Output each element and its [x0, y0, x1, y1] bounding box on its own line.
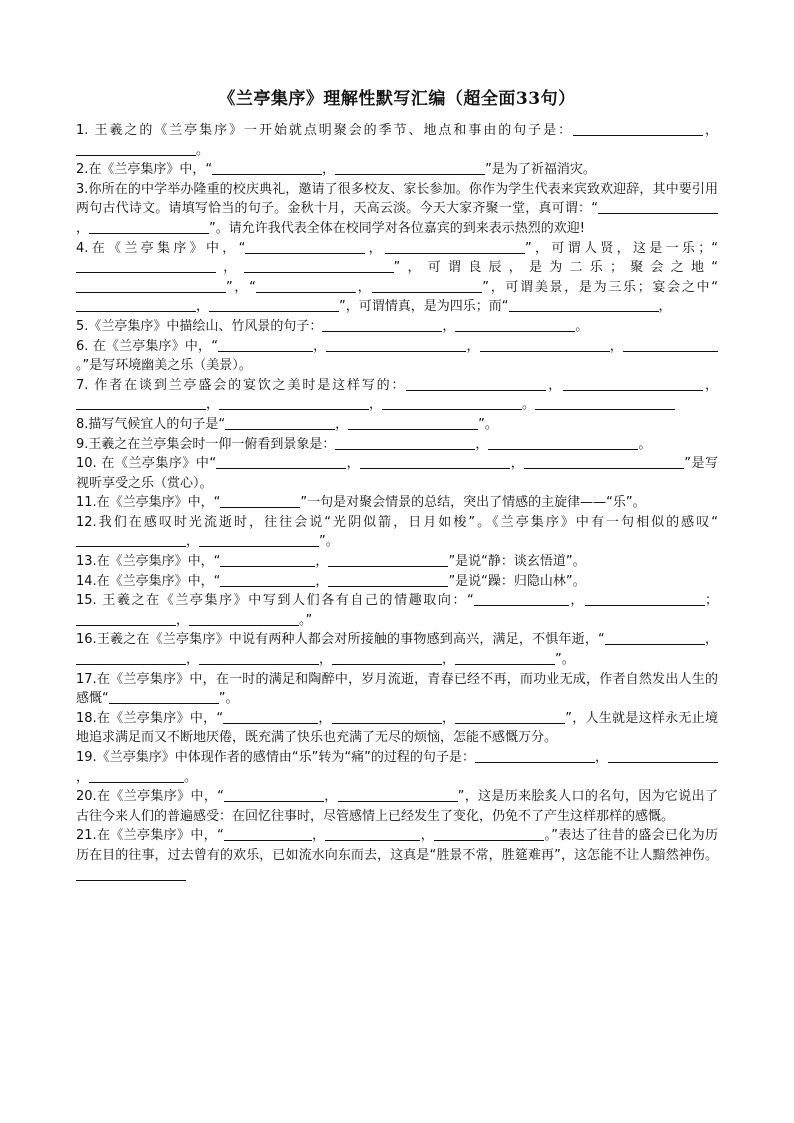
worksheet-page — [76, 84, 718, 885]
answer-blank[interactable] — [219, 395, 369, 410]
answer-blank[interactable] — [480, 337, 610, 352]
answer-blank[interactable] — [382, 395, 522, 410]
question-7: 7. 作者在谈到兰亭盛会的宴饮之美时是这样写的： ， ，， ， 。 — [76, 377, 718, 413]
answer-blank[interactable] — [76, 297, 196, 312]
answer-blank[interactable] — [326, 337, 466, 352]
page-title: 《兰亭集序》理解性默写汇编（超全面33句） — [218, 89, 576, 109]
answer-blank[interactable] — [225, 415, 335, 430]
answer-blank[interactable] — [76, 258, 216, 273]
question-20: 20.在《兰亭集序》中，“ ， ”，这是历来脍炙人口的名句，因为它说出了古往今来人们的普遍感受：在回忆往事时，尽管感情上已经发生了变化，仍免不了产生这样那样的感慨。 — [76, 789, 718, 824]
answer-blank[interactable] — [509, 297, 659, 312]
question-15: 15. 王羲之在《兰亭集序》中写到人们各有自己的情趣取向：“ ， ；， 。” — [76, 593, 718, 628]
answer-blank[interactable] — [199, 532, 319, 547]
answer-blank[interactable] — [474, 591, 569, 606]
answer-blank[interactable] — [348, 415, 478, 430]
answer-blank[interactable] — [372, 278, 482, 293]
answer-blank[interactable] — [524, 454, 684, 469]
answer-blank[interactable] — [325, 826, 420, 841]
answer-blank[interactable] — [455, 709, 565, 724]
answer-blank[interactable] — [535, 395, 675, 410]
answer-blank[interactable] — [563, 376, 703, 391]
answer-blank[interactable] — [76, 532, 186, 547]
answer-blank[interactable] — [455, 650, 555, 665]
answer-blank[interactable] — [406, 376, 546, 391]
question-4: 4.在《兰亭集序》中，“ ， ”，可谓人贤，这是一乐；“， ”，可谓良辰，是为二乐；聚会之地“”，“ ， ”，可谓美景，是为三乐；宴会之中“， ”，可谓情真，是为四乐；而“ ， — [76, 240, 718, 315]
answer-blank[interactable] — [475, 748, 595, 763]
answer-blank[interactable] — [220, 572, 315, 587]
question-5: 5.《兰亭集序》中描绘山、竹风景的句子： ， 。 — [76, 318, 589, 334]
answer-blank[interactable] — [218, 337, 313, 352]
answer-blank[interactable] — [338, 787, 458, 802]
answer-blank[interactable] — [220, 493, 300, 508]
question-2: 2.在《兰亭集序》中，“ ， ”是为了祈福消灾。 — [76, 162, 596, 178]
answer-blank[interactable] — [335, 435, 475, 450]
answer-blank[interactable] — [488, 435, 638, 450]
answer-blank[interactable] — [608, 748, 718, 763]
answer-blank[interactable] — [76, 611, 176, 626]
answer-blank[interactable] — [245, 239, 365, 254]
answer-blank[interactable] — [76, 278, 226, 293]
answer-blank[interactable] — [360, 454, 510, 469]
question-1: 1. 王羲之的《兰亭集序》一开始就点明聚会的季节、地点和事由的句子是： ，。 — [76, 123, 718, 158]
answer-blank[interactable] — [224, 787, 324, 802]
answer-blank[interactable] — [623, 337, 718, 352]
answer-blank[interactable] — [455, 317, 575, 332]
answer-blank[interactable] — [335, 160, 485, 175]
question-9: 9.王羲之在兰亭集会时一仰一俯看到景象是： ， 。 — [76, 436, 652, 452]
answer-blank[interactable] — [216, 454, 346, 469]
answer-blank[interactable] — [109, 689, 219, 704]
answer-blank[interactable] — [573, 121, 703, 136]
question-6: 6. 在《兰亭集序》中，“ ， ， ，。”是写环境幽美之乐（美景）。 — [76, 337, 718, 376]
question-18: 18.在《兰亭集序》中，“ ， ， ”，人生就是这样永无止境地追求满足而又不断地厌倦，既充满了快乐也充满了无尽的烦恼，怎能不感慨万分。 — [76, 710, 718, 746]
answer-blank[interactable] — [598, 199, 718, 214]
question-21: 21.在《兰亭集序》中，“ ， ， 。”表达了往昔的盛会已化为历历在目的往事，过去曾有的欢乐，已如流水向东而去，这真是“胜景不常，胜筵难再”，这怎能不让人黯然神伤。 — [76, 826, 718, 885]
question-13: 13.在《兰亭集序》中，“ ， ”是说“静：谈玄悟道”。 — [76, 554, 586, 570]
answer-blank[interactable] — [332, 650, 442, 665]
answer-blank[interactable] — [89, 768, 184, 783]
answer-blank[interactable] — [220, 552, 315, 567]
question-14: 14.在《兰亭集序》中，“ ， ”是说“躁：归隐山林”。 — [76, 573, 586, 589]
question-3: 3.你所在的中学举办隆重的校庆典礼，邀请了很多校友、家长参加。你作为学生代表来宾致欢迎辞，其中要引用两句古代诗文。请填写恰当的句子。金秋十月，天高云淡。今天大家齐聚一堂，真可谓：“， ”。请允许我代表全体在校同学对各位嘉宾的到来表示热烈的欢迎! — [76, 181, 718, 236]
answer-blank[interactable] — [76, 650, 186, 665]
answer-blank[interactable] — [76, 395, 206, 410]
answer-blank[interactable] — [212, 160, 322, 175]
question-11: 11.在《兰亭集序》中，“ ”一句是对聚会情景的总结，突出了情感的主旋律——“乐”。 — [76, 495, 646, 511]
question-19: 19.《兰亭集序》中体现作者的感情由“乐”转为“痛”的过程的句子是： ，， 。 — [76, 748, 718, 787]
answer-blank[interactable] — [223, 709, 318, 724]
answer-blank[interactable] — [434, 826, 544, 841]
question-16: 16.王羲之在《兰亭集序》中说有两种人都会对所接触的事物感到高兴，满足，不惧年逝，“ ，， ， ， ”。 — [76, 632, 718, 668]
answer-blank[interactable] — [224, 826, 312, 841]
answer-blank[interactable] — [605, 630, 705, 645]
answer-blank[interactable] — [89, 219, 209, 234]
question-10: 10. 在《兰亭集序》中“ ， ， ”是写视听享受之乐（赏心）。 — [76, 456, 718, 491]
answer-blank[interactable] — [328, 552, 448, 567]
answer-blank[interactable] — [199, 650, 319, 665]
question-8: 8.描写气候宜人的句子是“ ， ”。 — [76, 416, 498, 432]
answer-blank[interactable] — [585, 591, 705, 606]
answer-blank[interactable] — [328, 572, 448, 587]
answer-blank[interactable] — [256, 278, 356, 293]
answer-blank[interactable] — [209, 297, 339, 312]
answer-blank[interactable] — [76, 141, 196, 156]
question-12: 12.我们在感叹时光流逝时，往往会说“光阴似箭，日月如梭”。《兰亭集序》中有一句相似的感叹“， ”。 — [76, 514, 718, 550]
answer-blank[interactable] — [76, 866, 186, 881]
answer-blank[interactable] — [385, 239, 525, 254]
answer-blank[interactable] — [322, 317, 442, 332]
answer-blank[interactable] — [332, 709, 442, 724]
answer-blank[interactable] — [189, 611, 299, 626]
question-17: 17.在《兰亭集序》中，在一时的满足和陶醉中，岁月流逝，青春已经不再，而功业无成，作者自然发出人生的感慨“ ”。 — [76, 671, 718, 707]
answer-blank[interactable] — [244, 258, 394, 273]
